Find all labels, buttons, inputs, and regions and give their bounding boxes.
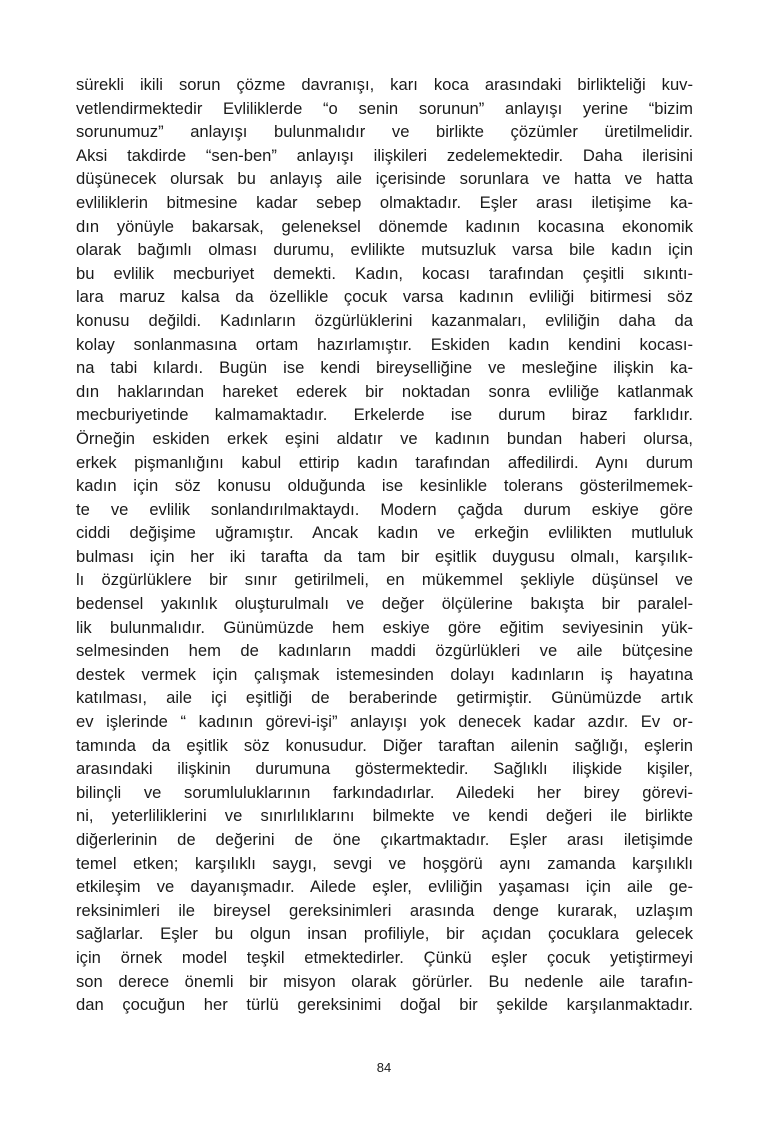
text-line: bedensel yakınlık oluşturulmalı ve değer ölçülerine bakışta bir paralel- [76, 594, 693, 614]
text-line: bu evlilik mecburiyet demekti. Kadın, kocası tarafından çeşitli sıkıntı- [76, 263, 693, 283]
text-line: te ve evlilik sonlandırılmaktaydı. Modern çağda durum eskiye göre [76, 499, 693, 519]
text-line: diğerlerinin de değerini de öne çıkartmaktadır. Eşler arası iletişimde [76, 830, 693, 849]
text-line: etkileşim ve dayanışmadır. Ailede eşler, evliliğin yaşaması için aile ge- [76, 877, 693, 897]
text-line: kadın için söz konusu olduğunda ise kesinlikle tolerans gösterilmemek- [76, 476, 693, 496]
text-line: ciddi değişime uğramıştır. Ancak kadın ve erkeğin evlilikten mutluluk [76, 523, 693, 543]
text-line: dın haklarından hareket ederek bir noktadan sonra evliliğe katlanmak [76, 381, 693, 401]
text-line: Aksi takdirde “sen-ben” anlayışı ilişkileri zedelemektedir. Daha ilerisini [76, 145, 693, 165]
text-line: lı özgürlüklere bir sınır getirilmeli, en mükemmel şekliyle düşünsel ve [76, 570, 693, 590]
text-line: reksinimleri ile bireysel gereksinimleri arasında denge kurarak, uzlaşım [76, 900, 693, 920]
text-line: Örneğin eskiden erkek eşini aldatır ve kadının bundan haberi olursa, [76, 428, 693, 448]
text-line: tamında da eşitlik söz konusudur. Diğer taraftan ailenin sağlığı, eşlerin [76, 735, 693, 755]
text-line: dan çocuğun her türlü gereksinimi doğal bir şekilde karşılanmaktadır. [76, 995, 693, 1015]
text-line: düşünecek olursak bu anlayış aile içerisinde sorunlara ve hatta ve hatta [76, 169, 693, 189]
text-line: olarak bağımlı olması durumu, evlilikte mutsuzluk varsa bile kadın için [76, 240, 693, 260]
body-text [76, 73, 693, 1017]
text-line: kolay sonlanmasına ortam hazırlamıştır. Eskiden kadın kendini kocası- [76, 334, 693, 354]
text-line: sürekli ikili sorun çözme davranışı, karı koca arasındaki birlikteliği kuv- [76, 75, 693, 94]
text-line: na tabi kılardı. Bugün ise kendi bireyselliğine ve mesleğine ilişkin ka- [76, 358, 693, 378]
text-line: selmesinden hem de kadınların maddi özgürlükleri ve aile bütçesine [76, 641, 693, 661]
text-line: temel etken; karşılıklı saygı, sevgi ve hoşgörü aynı zamanda karşılıklı [76, 853, 693, 873]
text-line: bilinçli ve sorumluluklarının farkındadırlar. Ailedeki her birey görevi- [76, 782, 693, 802]
page-number: 84 [376, 1060, 392, 1075]
text-line: vetlendirmektedir Evliliklerde “o senin sorunun” anlayışı yerine “bizim [76, 98, 693, 118]
text-line: destek vermek için çalışmak istemesinden dolayı kadınların iş hayatına [76, 664, 693, 684]
text-line: için örnek model teşkil etmektedirler. Çünkü eşler çocuk yetiştirmeyi [76, 947, 693, 967]
text-line: arasındaki ilişkinin durumuna göstermektedir. Sağlıklı ilişkide kişiler, [76, 759, 693, 779]
text-line: katılması, aile içi eşitliği de beraberinde getirmiştir. Günümüzde artık [76, 688, 693, 708]
text-line: bulması için her iki tarafta da tam bir eşitlik duygusu olmalı, karşılık- [76, 546, 693, 566]
text-line: sağlarlar. Eşler bu olgun insan profiliyle, bir açıdan çocuklara gelecek [76, 924, 693, 944]
text-line: erkek pişmanlığını kabul ettirip kadın tarafından affedilirdi. Aynı durum [76, 452, 693, 472]
text-line: ni, yeterliliklerini ve sınırlılıklarını bilmekte ve kendi değeri ile birlikte [76, 806, 693, 826]
text-line: son derece önemli bir misyon olarak görürler. Bu nedenle aile tarafın- [76, 971, 693, 991]
text-line: mecburiyetinde kalmamaktadır. Erkelerde ise durum biraz farklıdır. [76, 405, 693, 425]
text-line: sorunumuz” anlayışı bulunmalıdır ve birlikte çözümler üretilmelidir. [76, 122, 693, 142]
text-line: ev işlerinde “ kadının görevi-işi” anlayışı yok denecek kadar azdır. Ev or- [76, 712, 693, 732]
text-line: evliliklerin bitmesine kadar sebep olmaktadır. Eşler arası iletişime ka- [76, 192, 693, 212]
text-line: dın yönüyle bakarsak, geleneksel dönemde kadının kocasına ekonomik [76, 216, 693, 236]
text-line: konusu değildi. Kadınların özgürlüklerini kazanmaları, evliliğin daha da [76, 310, 693, 330]
text-line: lara maruz kalsa da özellikle çocuk varsa kadının evliliği bitirmesi söz [76, 287, 693, 307]
text-line: lik bulunmalıdır. Günümüzde hem eskiye göre eğitim seviyesinin yük- [76, 617, 693, 637]
